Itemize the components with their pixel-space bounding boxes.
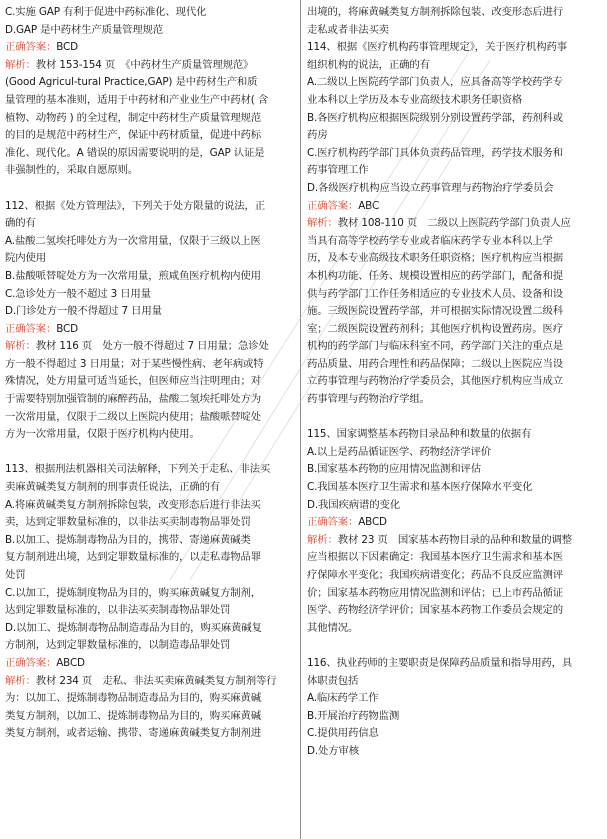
q113-option: C.以加工，提炼制度物品为目的，购买麻黄碱复方制剂， xyxy=(5,586,262,599)
q114-explanation-line: 机构的药学部门与临床科室不同，药学部门关注的重点是 xyxy=(307,340,564,353)
q115-explanation-line: 价；国家基本药物应用情况监测和评估；已上市药品循证 xyxy=(307,586,564,599)
q113-explanation-line: 为：以加工、提炼制毒物品制造毒品为目的，购买麻黄碱 xyxy=(5,692,262,705)
q113-explanation-line: 出境的，将麻黄碱类复方制剂拆除包装、改变形态后进行 xyxy=(307,6,564,18)
q112-explanation-line: 一次常用量，仅限于二级以上医院内使用；盐酸哌替啶处 xyxy=(5,410,262,423)
q114-explanation-line: 药品质量、用药合理性和药品保障；二级以上医院应当设 xyxy=(307,357,564,370)
q114-explanation-line: 解析：教材 108-110 页 二级以上医院药学部门负责人应 xyxy=(307,217,571,230)
q115-explanation-line: 医学、药物经济学评价；国家基本药物工作委员会规定的 xyxy=(307,604,564,617)
q113-option: 卖，达到定罪数量标准的，以非法买卖制毒物品罪处罚 xyxy=(5,516,251,529)
q112-explanation-line: 于需要特别加强管制的麻醉药品，盐酸二氢埃托啡处方为 xyxy=(5,393,262,406)
q112-question: 112、根据《处方管理法》，下列关于处方限量的说法，正 xyxy=(5,199,265,212)
q115-option: A.以上是药品循证医学、药物经济学评价 xyxy=(307,445,492,458)
q115-question: 115、国家调整基本药物目录品种和数量的依据有 xyxy=(307,428,532,441)
q111-explanation-line: 解析：教材 153-154 页 《中药材生产质量管理规范》 xyxy=(5,58,254,71)
q111-option-d: D.GAP 是中药材生产质量管理规范 xyxy=(5,23,164,36)
q114-explanation-line: 供与药学部门工作任务相适应的专业技术人员、设备和设 xyxy=(307,287,564,300)
q113-explanation-line: 走私或者非法买卖 xyxy=(307,23,389,36)
q112-explanation-line: 方一般不得超过 3 日用量；对于某些慢性病、老年病或特 xyxy=(5,357,264,370)
q112-option: 院内使用 xyxy=(5,252,46,265)
answer-value: ABCD xyxy=(56,656,85,669)
q114-explanation-line: 历，及本专业高级技术职务任职资格；医疗机构应当根据 xyxy=(307,252,564,265)
q111-explanation-line: 的目的是规范中药材生产，保证中药材质量，促进中药标 xyxy=(5,129,262,142)
q113-option: 达到定罪数量标准的，以非法买卖制毒物品罪处罚 xyxy=(5,604,231,617)
q114-question: 114、根据《医疗机构药事管理规定》，关于医疗机构药事 xyxy=(307,41,567,54)
q113-explanation-line: 解析：教材 234 页 走私、非法买卖麻黄碱类复方制剂等行 xyxy=(5,674,277,687)
q114-explanation-line: 施。三级医院设置药学部，并可根据实际情况设置二级科 xyxy=(307,305,564,318)
q112-answer xyxy=(5,321,295,339)
q111-explanation-line: (Good Agricul-tural Practice,GAP) 是中药材生产和质 xyxy=(5,76,258,89)
q113-option: 处罚 xyxy=(5,569,26,581)
q114-option: A.二级以上医院药学部门负责人，应具备高等学校药学专 xyxy=(307,76,563,89)
q113-explanation-line: 类复方制剂，或者运输、携带、寄递麻黄碱类复方制剂进 xyxy=(5,727,262,740)
spacer xyxy=(5,180,295,198)
answer-label: 正确答案： xyxy=(5,656,57,669)
q114-option: D.各级医疗机构应当设立药事管理与药物治疗学委员会 xyxy=(307,181,554,194)
q113-question: 113、根据刑法机器相关司法解释，下列关于走私、非法买 xyxy=(5,463,271,476)
q116-option: A.临床药学工作 xyxy=(307,692,379,705)
q114-answer xyxy=(307,198,597,216)
q115-option: D.我国疾病谱的变化 xyxy=(307,498,400,511)
right-column xyxy=(307,4,597,761)
q114-explanation-line: 药事管理与药物治疗学组。 xyxy=(307,393,430,406)
q115-explanation-line: 其他情况。 xyxy=(307,621,359,634)
answer-label: 正确答案： xyxy=(307,516,359,529)
explanation-label: 解析： xyxy=(5,340,36,353)
q112-explanation-line: 方为一次常用量，仅限于医疗机构内使用。 xyxy=(5,428,200,441)
q112-explanation-line: 解析：教材 116 页 处方一般不得超过 7 日用量；急诊处 xyxy=(5,340,269,353)
q114-option: 药事管理工作 xyxy=(307,164,369,177)
spacer xyxy=(307,409,597,427)
q115-option: C.我国基本医疗卫生需求和基本医疗保障水平变化 xyxy=(307,481,533,494)
q114-explanation-line: 当具有高等学校药学专业或者临床药学专业本科以上学 xyxy=(307,234,553,247)
q114-explanation-line: 本机构功能、任务、规模设置相应的药学部门，配备和提 xyxy=(307,269,564,282)
answer-label: 正确答案： xyxy=(307,199,359,212)
left-column xyxy=(5,4,295,743)
q112-option: B.盐酸哌替啶处方为一次常用量，煎咸鱼医疗机构内使用 xyxy=(5,269,261,282)
answer-value: ABC xyxy=(358,199,380,212)
answer-value: BCD xyxy=(56,41,78,54)
q114-explanation-line: 立药事管理与药物治疗学委员会，其他医疗机构应当成立 xyxy=(307,375,564,388)
explanation-label: 解析： xyxy=(5,58,36,71)
q111-explanation-line: 准化、现代化。A 错误的原因需要说明的是，GAP 认证是 xyxy=(5,146,265,159)
spacer xyxy=(5,444,295,462)
explanation-label: 解析： xyxy=(307,217,338,230)
q112-question: 确的有 xyxy=(5,217,36,230)
q115-option: B.国家基本药物的应用情况监测和评估 xyxy=(307,463,481,476)
q115-explanation-line: 解析：教材 23 页 国家基本药物目录的品种和数量的调整 xyxy=(307,533,573,546)
q113-option: A.将麻黄碱类复方制剂拆除包装，改变形态后进行非法买 xyxy=(5,498,261,511)
q116-option: B.开展治疗药物监测 xyxy=(307,709,400,722)
q116-option: D.处方审核 xyxy=(307,744,359,757)
q115-answer xyxy=(307,514,597,532)
q114-question: 组织机构的说法，正确的有 xyxy=(307,58,430,71)
explanation-label: 解析： xyxy=(5,674,36,687)
q112-explanation-line: 殊情况，处方用量可适当延长，但医师应当注明理由；对 xyxy=(5,375,262,388)
q113-question: 卖麻黄碱类复方制剂的刑事责任说法，正确的有 xyxy=(5,481,221,494)
q113-option: D.以加工、提炼制毒物品制造毒品为目的，购买麻黄碱复 xyxy=(5,621,262,634)
q114-option: C.医疗机构药学部门具体负责药品管理，药学技术服务和 xyxy=(307,146,564,159)
q113-explanation-line: 类复方制剂，以加工、提炼制毒物品为目的，购买麻黄碱 xyxy=(5,709,262,722)
q113-option: B.以加工、提炼制毒物品为目的，携带、寄递麻黄碱类 xyxy=(5,533,251,546)
q115-explanation-line: 疗保障水平变化；我国疾病谱变化；药品不良反应监测评 xyxy=(307,569,564,581)
q113-option: 方制剂，达到定罪数量标准的，以制造毒品罪处罚 xyxy=(5,639,231,652)
q112-option: A.盐酸二氢埃托啡处方为一次常用量，仅限于三级以上医 xyxy=(5,234,261,247)
q116-option: C.提供用药信息 xyxy=(307,727,379,740)
q111-explanation-line: 植物、动物药 ) 的全过程，制定中药材生产质量管理规范 xyxy=(5,111,261,124)
q114-option: B.各医疗机构应根据医院级别分别设置药学部，药剂科或 xyxy=(307,111,563,124)
q113-answer xyxy=(5,655,295,673)
q113-option: 复方制剂进出境，达到定罪数量标准的，以走私毒物品罪 xyxy=(5,551,262,564)
q115-explanation-line: 应当根据以下因素确定：我国基本医疗卫生需求和基本医 xyxy=(307,551,564,564)
explanation-label: 解析： xyxy=(307,533,338,546)
answer-value: BCD xyxy=(56,322,78,335)
q111-explanation-line: 非强制性的，采取自愿原则。 xyxy=(5,164,139,177)
q112-option: C.急诊处方一般不超过 3 日用量 xyxy=(5,287,151,300)
column-divider xyxy=(300,0,301,839)
q111-explanation-line: 量管理的基本准则，适用于中药材和产业业生产中药材( 含 xyxy=(5,93,269,106)
q114-option: 业本科以上学历及本专业高级技术职务任职资格 xyxy=(307,93,523,106)
q116-question: 体职责包括 xyxy=(307,674,359,687)
q116-question: 116、执业药师的主要职责是保障药品质量和指导用药，具 xyxy=(307,656,573,669)
answer-label: 正确答案： xyxy=(5,41,57,54)
answer-label: 正确答案： xyxy=(5,322,57,335)
q114-explanation-line: 室；二级医院设置药剂科；其他医疗机构设置药房。医疗 xyxy=(307,322,564,335)
q114-option: 药房 xyxy=(307,129,328,142)
spacer xyxy=(307,637,597,655)
q111-option-c: C.实施 GAP 有利于促进中药标准化、现代化 xyxy=(5,6,207,18)
q111-answer xyxy=(5,39,295,57)
answer-value: ABCD xyxy=(358,516,387,529)
q112-option: D.门诊处方一般不得超过 7 日用量 xyxy=(5,305,162,318)
